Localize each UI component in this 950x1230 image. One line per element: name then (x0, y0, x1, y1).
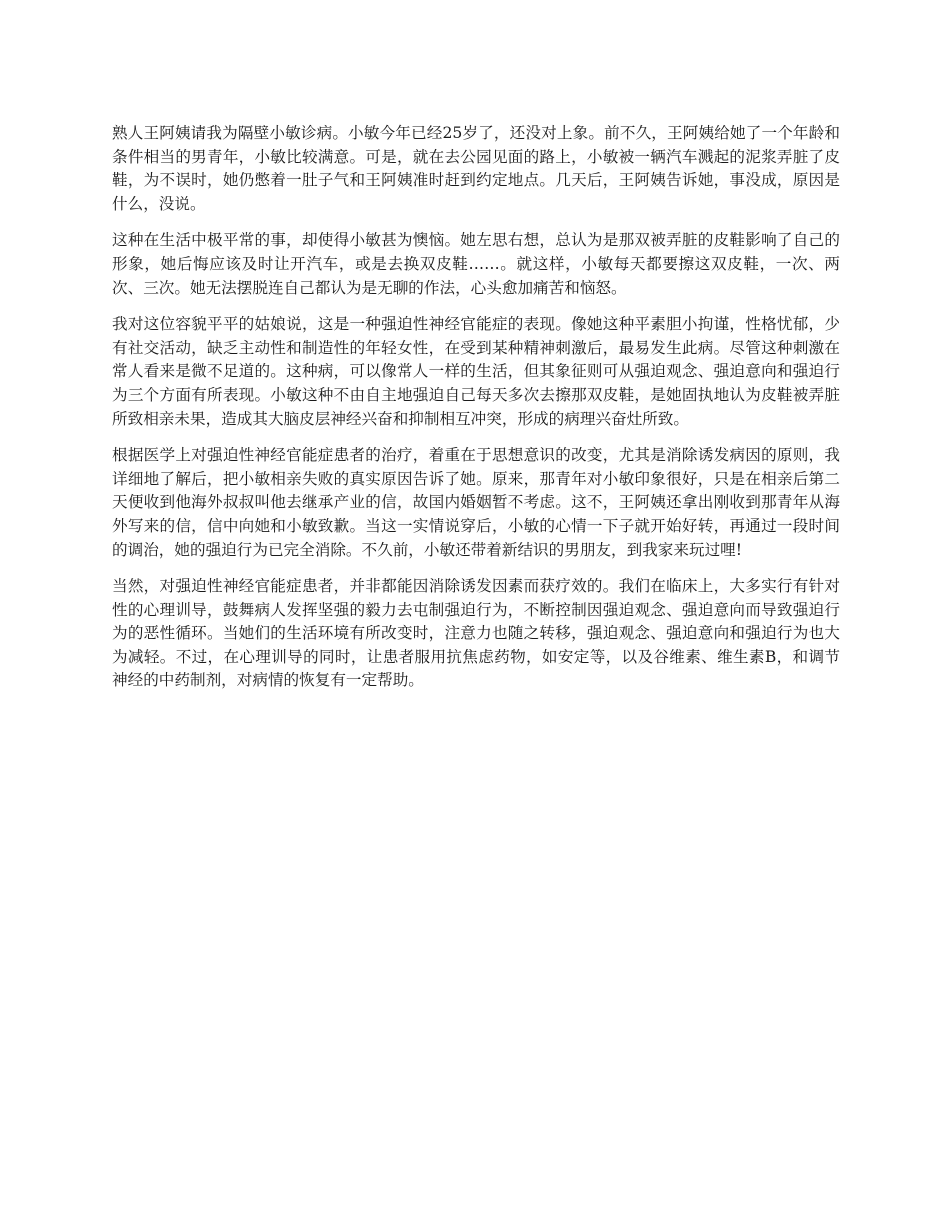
paragraph-1: 熟人王阿姨请我为隔壁小敏诊病。小敏今年已经25岁了，还没对上象。前不久，王阿姨给她了一个年龄和条件相当的男青年，小敏比较满意。可是，就在去公园见面的路上，小敏被一辆汽车溅起的泥浆弄脏了皮鞋，为不误时，她仍憋着一肚子气和王阿姨准时赶到约定地点。几天后，王阿姨告诉她，事没成，原因是什么，没说。 (112, 124, 840, 213)
paragraph-5: 当然，对强迫性神经官能症患者，并非都能因消除诱发因素而获疗效的。我们在临床上，大多实行有针对性的心理训导，鼓舞病人发挥坚强的毅力去屯制强迫行为，不断控制因强迫观念、强迫意向而导致强迫行为的恶性循环。当她们的生活环境有所改变时，注意力也随之转移，强迫观念、强迫意向和强迫行为也大为减轻。不过，在心理训导的同时，让患者服用抗焦虑药物，如安定等，以及谷维素、维生素B，和调节神经的中药制剂，对病情的恢复有一定帮助。 (112, 577, 840, 690)
paragraph-3: 我对这位容貌平平的姑娘说，这是一种强迫性神经官能症的表现。像她这种平素胆小拘谨，性格忧郁，少有社交活动，缺乏主动性和制造性的年轻女性，在受到某种精神刺激后，最易发生此病。尽管这种刺激在常人看来是微不足道的。这种病，可以像常人一样的生活，但其象征则可从强迫观念、强迫意向和强迫行为三个方面有所表现。小敏这种不由自主地强迫自己每天多次去擦那双皮鞋，是她固执地认为皮鞋被弄脏所致相亲未果，造成其大脑皮层神经兴奋和抑制相互冲突，形成的病理兴奋灶所致。 (112, 315, 840, 428)
paragraph-2: 这种在生活中极平常的事，却使得小敏甚为懊恼。她左思右想，总认为是那双被弄脏的皮鞋影响了自己的形象，她后悔应该及时让开汽车，或是去换双皮鞋……。就这样，小敏每天都要擦这双皮鞋，一次、两次、三次。她无法摆脱连自己都认为是无聊的作法，心头愈加痛苦和恼怒。 (112, 231, 840, 297)
document-body (112, 122, 840, 706)
paragraph-4: 根据医学上对强迫性神经官能症患者的治疗，着重在于思想意识的改变，尤其是消除诱发病因的原则，我详细地了解后，把小敏相亲失败的真实原因告诉了她。原来，那青年对小敏印象很好，只是在相亲后第二天便收到他海外叔叔叫他去继承产业的信，故国内婚姻暂不考虑。这不，王阿姨还拿出刚收到那青年从海外写来的信，信中向她和小敏致歉。当这一实情说穿后，小敏的心情一下子就开始好转，再通过一段时间的调治，她的强迫行为已完全消除。不久前，小敏还带着新结识的男朋友，到我家来玩过哩! (112, 446, 840, 559)
